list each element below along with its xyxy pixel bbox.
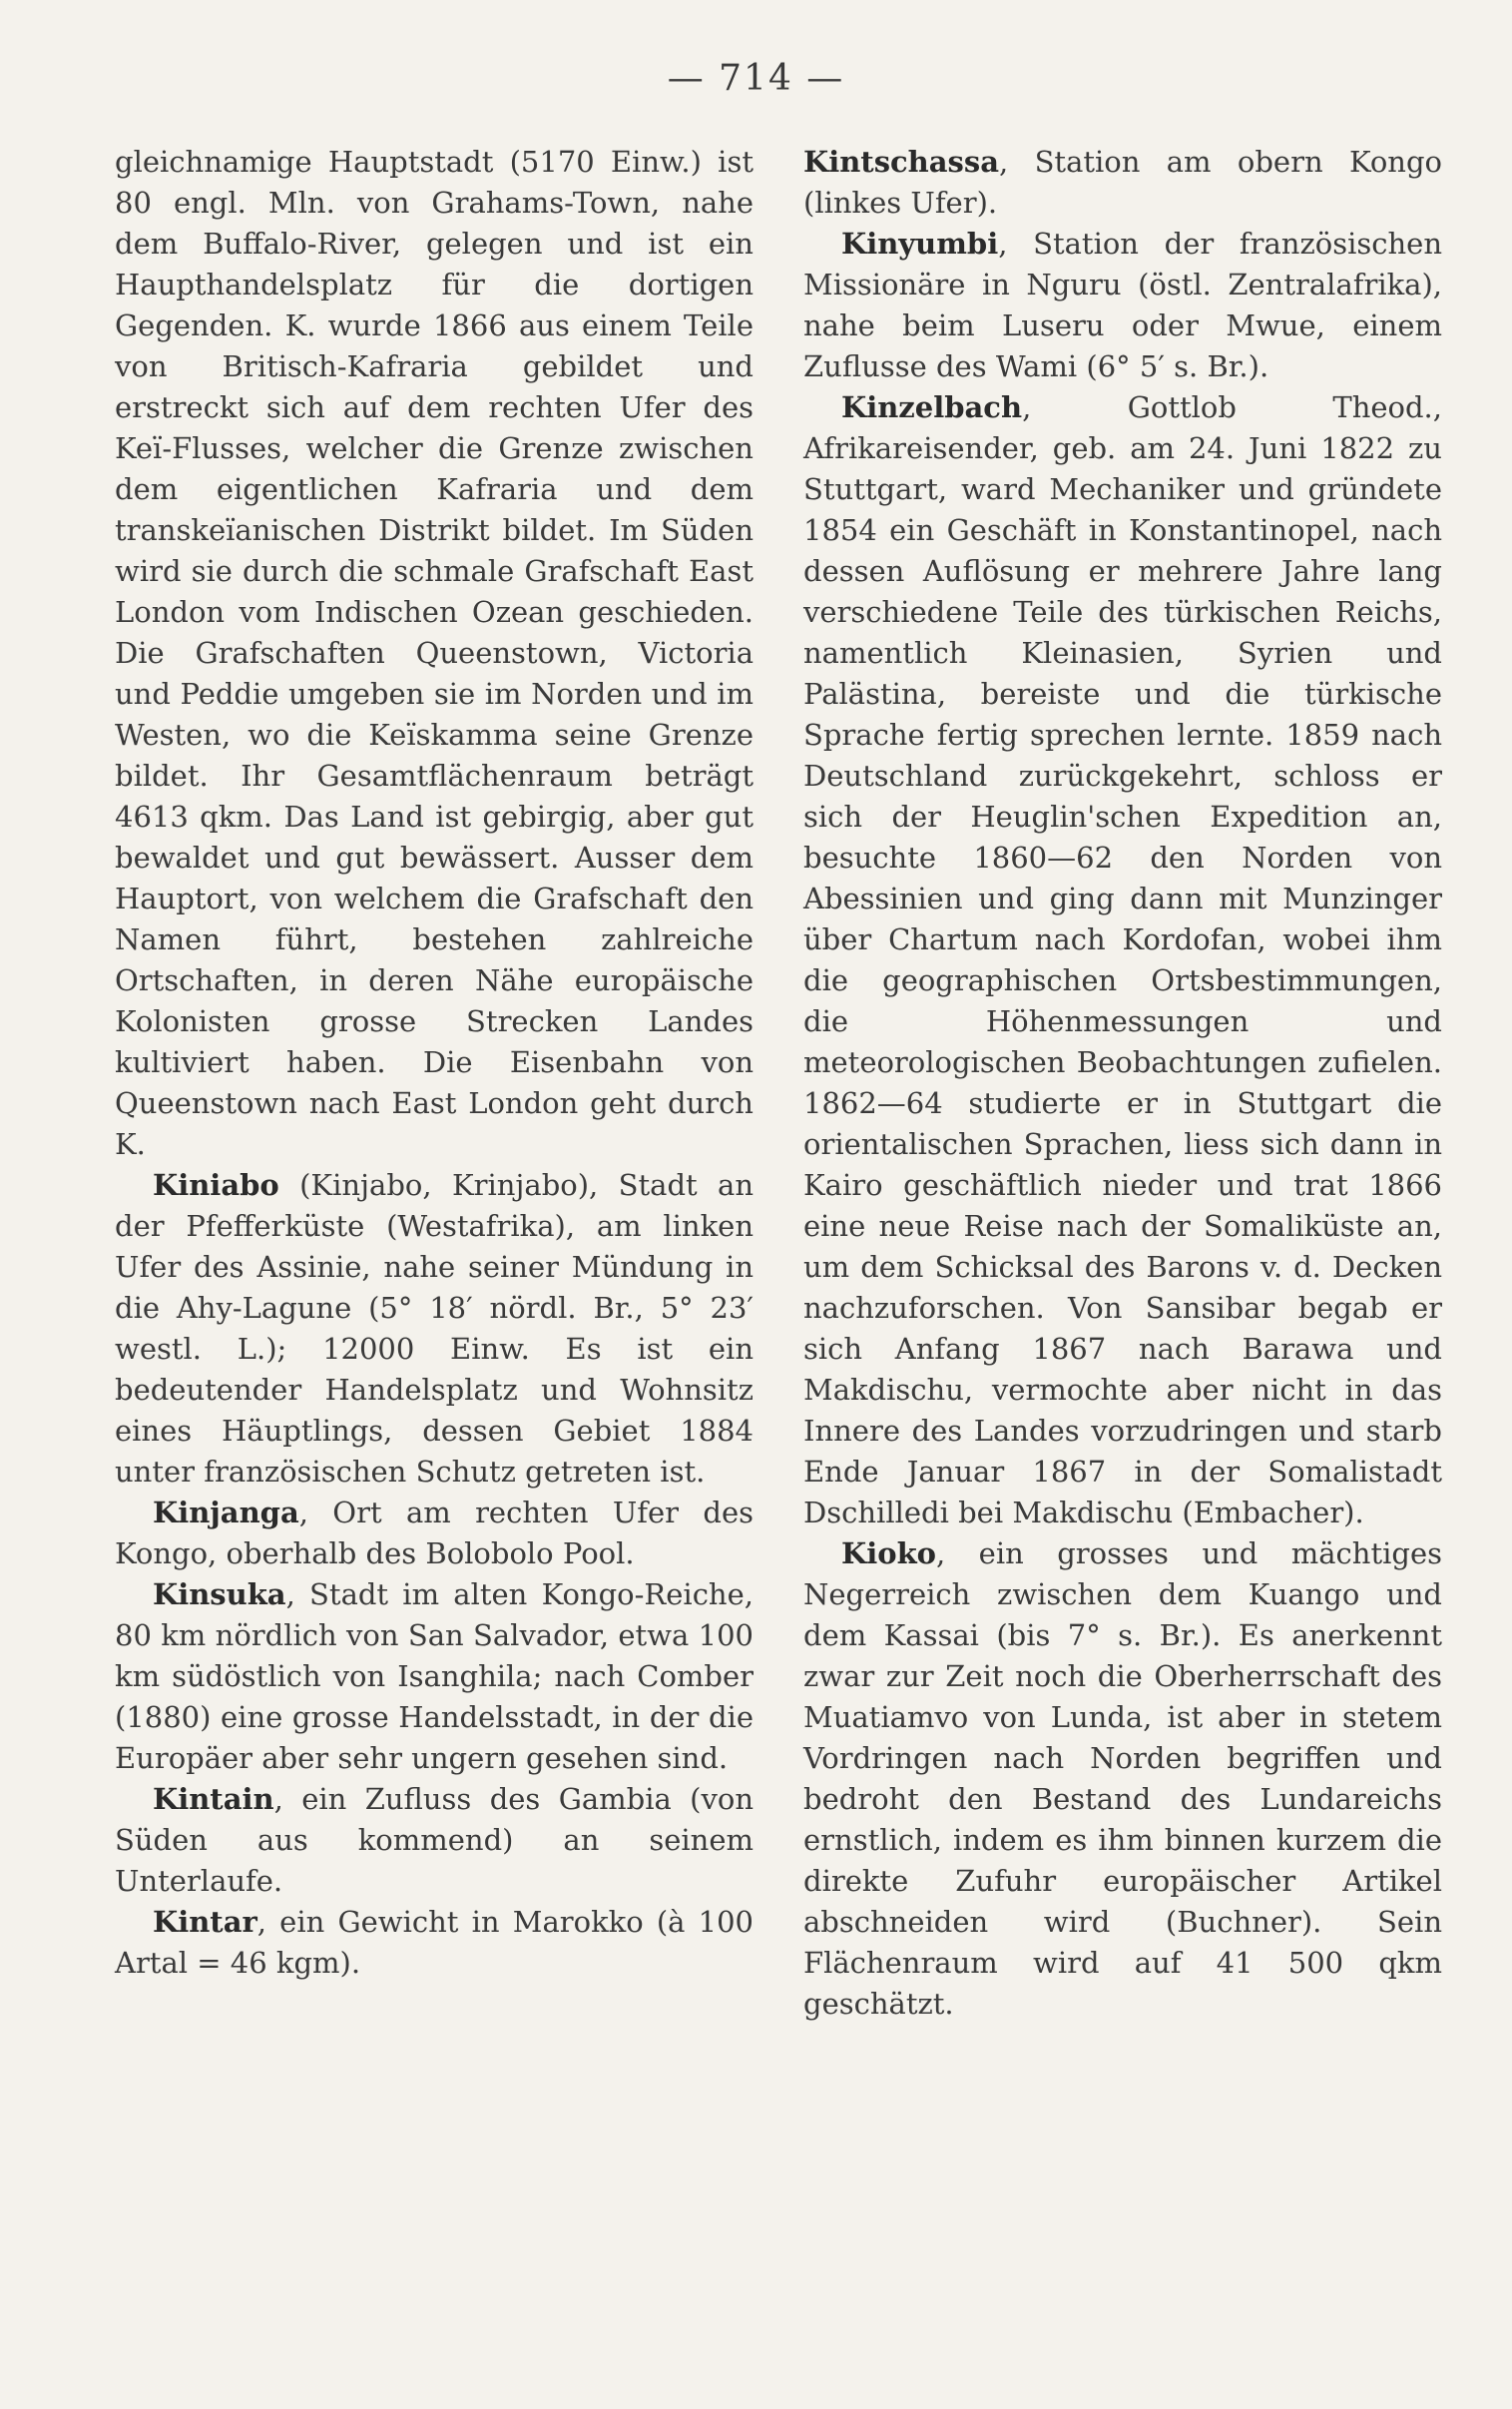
entry-body: , ein grosses und mächtiges Negerreich zwischen dem Kuango und dem Kassai (bis 7° s. Br.). Es anerkennt zwar zur Zeit noch die Oberherrschaft des Muatiamvo von Lunda, ist aber in stetem Vordringen nach Norden begriffen und bedroht den Bestand des Lundareichs ernstlich, indem es ihm binnen kurzem die direkte Zufuhr europäischer Artikel abschneiden wird (Buchner). Sein Flächenraum wird auf 41 500 qkm geschätzt. — [803, 1536, 1442, 2021]
left-column — [115, 142, 754, 1984]
entry-kioko — [803, 1533, 1442, 2025]
entry-body: , ein Zufluss des Gambia (von Süden aus kommend) an seinem Unterlaufe. — [115, 1782, 754, 1898]
entry-kinyumbi — [803, 224, 1442, 387]
entry-kinzelbach — [803, 387, 1442, 1533]
entry-headword: Kintain — [153, 1782, 274, 1816]
entry-body: , Stadt im alten Kongo-Reiche, 80 km nördlich von San Salvador, etwa 100 km südöstlich von Isanghila; nach Comber (1880) eine grosse Handelsstadt, in der die Europäer aber sehr ungern gesehen sind. — [115, 1577, 754, 1775]
entry-body: , Station der französischen Missionäre in Nguru (östl. Zentralafrika), nahe beim Luseru oder Mwue, einem Zuflusse des Wami (6° 5′ s. Br.). — [803, 227, 1442, 383]
entry-kintain — [115, 1779, 754, 1902]
right-column — [803, 142, 1442, 2025]
entry-kinjanga — [115, 1493, 754, 1574]
entry-kintar — [115, 1902, 754, 1984]
entry-kinsuka — [115, 1574, 754, 1779]
entry-headword: Kinsuka — [153, 1577, 286, 1611]
entry-kintschassa — [803, 142, 1442, 224]
entry-headword: Kintschassa — [803, 145, 1000, 179]
entry-kiniabo — [115, 1165, 754, 1493]
entry-body: gleichnamige Hauptstadt (5170 Einw.) ist 80 engl. Mln. von Grahams-Town, nahe dem Buffalo-River, gelegen und ist ein Haupthandelsplatz für die dortigen Gegenden. K. wurde 1866 aus einem Teile von Britisch-Kafraria gebildet und erstreckt sich auf dem rechten Ufer des Keï-Flusses, welcher die Grenze zwischen dem eigentlichen Kafraria und dem transkeïanischen Distrikt bildet. Im Süden wird sie durch die schmale Grafschaft East London vom Indischen Ozean geschieden. Die Grafschaften Queenstown, Victoria und Peddie umgeben sie im Norden und im Westen, wo die Keïskamma seine Grenze bildet. Ihr Gesamtflächenraum beträgt 4613 qkm. Das Land ist gebirgig, aber gut bewaldet und gut bewässert. Ausser dem Hauptort, von welchem die Grafschaft den Namen führt, bestehen zahlreiche Ortschaften, in deren Nähe europäische Kolonisten grosse Strecken Landes kultiviert haben. Die Eisenbahn von Queenstown nach East London geht durch K. — [115, 145, 754, 1161]
entry-headword: Kioko — [841, 1536, 937, 1570]
entry-body: (Kinjabo, Krinjabo), Stadt an der Pfefferküste (Westafrika), am linken Ufer des Assinie, nahe seiner Mündung in die Ahy-Lagune (5° 18′ nördl. Br., 5° 23′ westl. L.); 12000 Einw. Es ist ein bedeutender Handelsplatz und Wohnsitz eines Häuptlings, dessen Gebiet 1884 unter französischen Schutz getreten ist. — [115, 1168, 754, 1489]
entry-continuation — [115, 142, 754, 1165]
entry-headword: Kintar — [153, 1905, 257, 1939]
entry-body: , Gottlob Theod., Afrikareisender, geb. am 24. Juni 1822 zu Stuttgart, ward Mechaniker und gründete 1854 ein Geschäft in Konstantinopel, nach dessen Auflösung er mehrere Jahre lang verschiedene Teile des türkischen Reichs, namentlich Kleinasien, Syrien und Palästina, bereiste und die türkische Sprache fertig sprechen lernte. 1859 nach Deutschland zurückgekehrt, schloss er sich der Heuglin'schen Expedition an, besuchte 1860—62 den Norden von Abessinien und ging dann mit Munzinger über Chartum nach Kordofan, wobei ihm die geographischen Ortsbestimmungen, die Höhenmessungen und meteorologischen Beobachtungen zufielen. 1862—64 studierte er in Stuttgart die orientalischen Sprachen, liess sich dann in Kairo geschäftlich nieder und trat 1866 eine neue Reise nach der Somaliküste an, um dem Schicksal des Barons v. d. Decken nachzuforschen. Von Sansibar begab er sich Anfang 1867 nach Barawa und Makdischu, vermochte aber nicht in das Innere des Landes vorzudringen und starb Ende Januar 1867 in der Somalistadt Dschilledi bei Makdischu (Embacher). — [803, 390, 1442, 1529]
entry-body: , ein Gewicht in Marokko (à 100 Artal = 46 kgm). — [115, 1905, 754, 1980]
entry-body: , Station am obern Kongo (linkes Ufer). — [803, 145, 1442, 220]
entry-headword: Kiniabo — [153, 1168, 279, 1202]
page-number: — 714 — — [667, 58, 845, 99]
entry-body: , Ort am rechten Ufer des Kongo, oberhalb des Bolobolo Pool. — [115, 1496, 754, 1570]
entry-headword: Kinyumbi — [841, 227, 999, 261]
entry-headword: Kinzelbach — [841, 390, 1023, 424]
entry-headword: Kinjanga — [153, 1496, 299, 1529]
